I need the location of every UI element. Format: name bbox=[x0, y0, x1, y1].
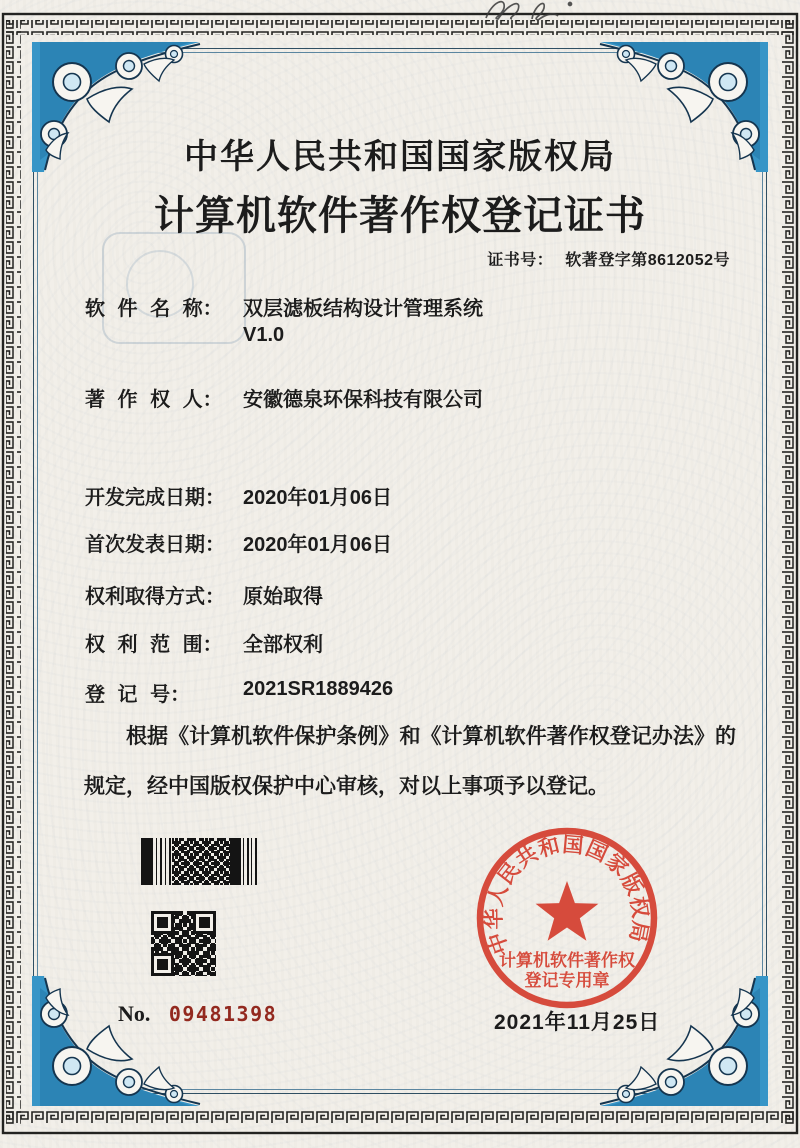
field-label: 权利取得方式： bbox=[85, 586, 225, 608]
issue-date: 2021年11月25日 bbox=[494, 1011, 661, 1034]
barcode-bars bbox=[239, 838, 257, 885]
pen-scribble bbox=[420, 0, 640, 40]
field-label: 首次发表日期： bbox=[85, 534, 225, 556]
embossed-stamp-watermark bbox=[102, 232, 246, 344]
official-seal bbox=[465, 818, 669, 1022]
issuing-authority: 中华人民共和国国家版权局 bbox=[184, 139, 616, 176]
certificate-number-line bbox=[487, 247, 730, 270]
qr-finder-icon bbox=[151, 953, 174, 976]
field-label: 登 记 号： bbox=[85, 684, 191, 706]
serial-number: 09481398 bbox=[168, 1002, 278, 1026]
field-value: 全部权利 bbox=[243, 634, 323, 656]
qr-finder-icon bbox=[151, 911, 174, 934]
certificate-number-label: 证书号： bbox=[487, 252, 554, 269]
qr-finder-icon bbox=[193, 911, 216, 934]
field-registration-no bbox=[85, 678, 394, 707]
qr-code-graphic bbox=[151, 911, 216, 976]
field-value: 2020年01月06日 bbox=[243, 534, 392, 556]
barcode-bar bbox=[141, 838, 151, 885]
field-right-scope bbox=[85, 628, 323, 657]
barcode-bars bbox=[151, 838, 172, 885]
certificate-title: 计算机软件著作权登记证书 bbox=[154, 193, 646, 238]
field-value: 原始取得 bbox=[243, 586, 323, 608]
seal-line2: 登记专用章 bbox=[524, 971, 610, 990]
serial-label: No. bbox=[118, 1001, 151, 1026]
field-copyright-owner bbox=[85, 383, 483, 412]
star-icon bbox=[536, 881, 599, 941]
field-software-name bbox=[85, 292, 483, 321]
field-label: 著 作 权 人： bbox=[85, 389, 223, 411]
serial-number-line bbox=[118, 1001, 277, 1027]
field-label: 权 利 范 围： bbox=[85, 634, 223, 656]
field-value: 安徽德泉环保科技有限公司 bbox=[243, 389, 483, 411]
seal-line1: 计算机软件著作权 bbox=[499, 951, 635, 970]
field-dev-complete-date bbox=[85, 481, 392, 510]
barcode-matrix bbox=[172, 838, 230, 885]
corner-flourish-bottom-left bbox=[32, 976, 202, 1106]
barcode-bar bbox=[230, 838, 239, 885]
field-right-acquisition bbox=[85, 580, 323, 609]
field-value: 2021SR1889426 bbox=[243, 678, 394, 700]
seal-ring-text: 中华人民共和国国家版权局 bbox=[482, 833, 652, 957]
field-value: 双层滤板结构设计管理系统 bbox=[243, 298, 483, 320]
field-value: 2020年01月06日 bbox=[243, 487, 392, 509]
barcode-graphic bbox=[141, 838, 278, 885]
field-first-publish-date bbox=[85, 528, 392, 557]
field-label: 开发完成日期： bbox=[85, 487, 225, 509]
certificate-number-value: 软著登字第8612052号 bbox=[565, 252, 730, 269]
field-label: 软 件 名 称： bbox=[85, 298, 223, 320]
field-value: V1.0 bbox=[243, 324, 285, 346]
registration-statement: 根据《计算机软件保护条例》和《计算机软件著作权登记办法》的规定，经中国版权保护中心审核，对以上事项予以登记。 bbox=[84, 725, 736, 798]
